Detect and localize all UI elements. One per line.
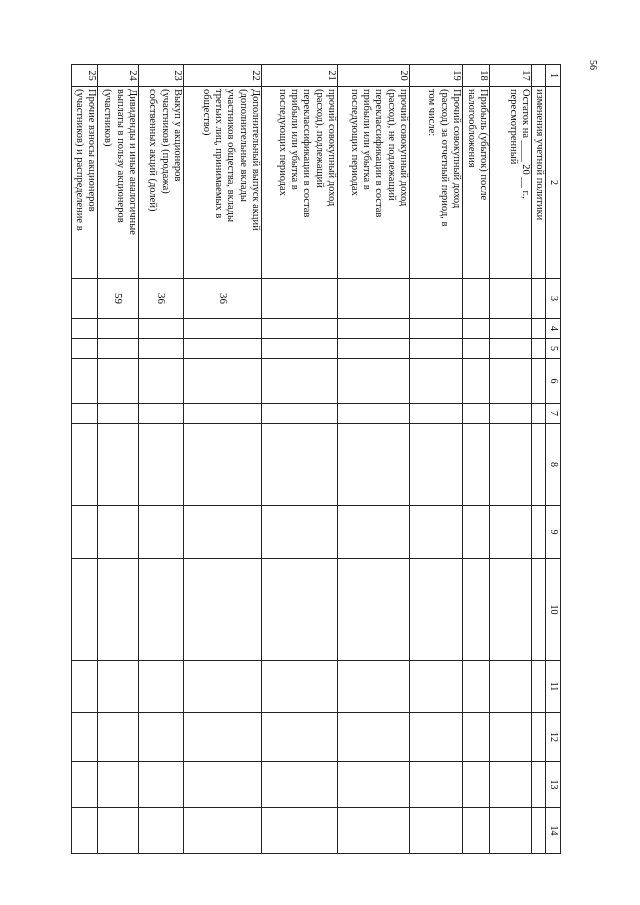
table-row — [463, 65, 490, 854]
empty-cell — [98, 359, 139, 404]
empty-cell — [338, 762, 410, 808]
empty-cell — [184, 661, 262, 713]
empty-cell — [72, 713, 98, 762]
row-label-line: Выкуп у акционеров — [172, 89, 183, 182]
row-number-cell: 17 — [490, 65, 532, 87]
column-header: 11 — [546, 661, 561, 713]
row-label-line: последующих периодах — [348, 89, 360, 196]
empty-cell — [98, 762, 139, 808]
empty-cell — [410, 339, 463, 359]
empty-cell — [139, 404, 184, 424]
empty-cell — [262, 713, 338, 762]
empty-cell — [184, 713, 262, 762]
empty-cell — [490, 319, 532, 339]
empty-cell — [490, 359, 532, 404]
empty-cell — [338, 339, 410, 359]
empty-cell — [410, 808, 463, 854]
empty-cell — [72, 359, 98, 404]
empty-cell — [184, 339, 262, 359]
empty-cell — [338, 404, 410, 424]
empty-cell — [463, 808, 490, 854]
note-ref-cell — [410, 279, 463, 319]
row-number-cell: 19 — [410, 65, 463, 87]
empty-cell — [338, 506, 410, 559]
row-number-cell: 24 — [98, 65, 139, 87]
empty-cell — [532, 808, 546, 854]
row-label-line: (расход) за отчетный период, в — [438, 89, 450, 227]
table-row — [532, 65, 546, 854]
empty-cell — [338, 424, 410, 506]
empty-cell — [463, 506, 490, 559]
empty-cell — [532, 506, 546, 559]
column-header: 8 — [546, 424, 561, 506]
empty-cell — [139, 559, 184, 661]
empty-cell — [410, 319, 463, 339]
empty-cell — [410, 359, 463, 404]
row-number-cell: 23 — [139, 65, 184, 87]
row-label-line: Прочие взносы акционеров — [86, 89, 97, 212]
empty-cell — [184, 762, 262, 808]
row-label-cell — [72, 87, 98, 279]
column-header: 6 — [546, 359, 561, 404]
empty-cell — [72, 762, 98, 808]
empty-cell — [184, 808, 262, 854]
empty-cell — [98, 339, 139, 359]
header-row — [546, 65, 561, 854]
row-number-cell: 22 — [184, 65, 262, 87]
empty-cell — [262, 808, 338, 854]
column-header: 10 — [546, 559, 561, 661]
row-label-line: переклассификации в состав — [301, 89, 313, 218]
row-label-line: прочий совокупный доход — [398, 89, 409, 207]
empty-cell — [262, 359, 338, 404]
empty-cell — [184, 404, 262, 424]
empty-cell — [532, 339, 546, 359]
row-label-line: Прибыль (убыток) после — [478, 89, 489, 201]
empty-cell — [98, 661, 139, 713]
empty-cell — [139, 661, 184, 713]
empty-cell — [463, 559, 490, 661]
row-label-line: (участников) (продажа) — [159, 89, 171, 194]
empty-cell — [262, 506, 338, 559]
empty-cell — [262, 661, 338, 713]
note-ref-cell — [262, 279, 338, 319]
empty-cell — [139, 359, 184, 404]
row-label-line: переклассификации в состав — [373, 89, 385, 218]
column-header: 12 — [546, 713, 561, 762]
row-label-line: прибыли или убытка в — [289, 89, 301, 190]
empty-cell — [532, 404, 546, 424]
row-label-line: выплаты в пользу акционеров — [114, 89, 126, 223]
table-row — [184, 65, 262, 854]
empty-cell — [72, 661, 98, 713]
empty-cell — [490, 713, 532, 762]
note-ref-cell — [72, 279, 98, 319]
empty-cell — [139, 762, 184, 808]
empty-cell — [98, 506, 139, 559]
row-label-line: Дополнительный выпуск акций — [250, 89, 261, 231]
empty-cell — [262, 339, 338, 359]
empty-cell — [463, 359, 490, 404]
empty-cell — [490, 559, 532, 661]
column-header: 3 — [546, 279, 561, 319]
empty-cell — [463, 661, 490, 713]
table-row — [98, 65, 139, 854]
empty-cell — [338, 713, 410, 762]
column-header: 9 — [546, 506, 561, 559]
row-label-line: Прочий совокупный доход — [451, 89, 462, 209]
empty-cell — [184, 559, 262, 661]
empty-cell — [532, 279, 546, 319]
table-row — [490, 65, 532, 854]
row-label-line: прибыли или убытка в — [361, 89, 373, 190]
empty-cell — [410, 506, 463, 559]
empty-cell — [463, 319, 490, 339]
empty-cell — [262, 762, 338, 808]
empty-cell — [72, 339, 98, 359]
empty-cell — [184, 424, 262, 506]
row-number-cell: 25 — [72, 65, 98, 87]
column-header: 7 — [546, 404, 561, 424]
empty-cell — [338, 808, 410, 854]
empty-cell — [72, 424, 98, 506]
empty-cell — [410, 559, 463, 661]
empty-cell — [490, 424, 532, 506]
row-label-cell — [262, 87, 338, 279]
column-header: 14 — [546, 808, 561, 854]
empty-cell — [184, 359, 262, 404]
empty-cell — [410, 713, 463, 762]
empty-cell — [532, 661, 546, 713]
empty-cell — [98, 424, 139, 506]
row-label-line: пересмотренный — [507, 89, 519, 165]
row-number-cell: 18 — [463, 65, 490, 87]
empty-cell — [338, 661, 410, 713]
empty-cell — [463, 424, 490, 506]
note-ref-cell: 36 — [139, 279, 184, 319]
rotated-page — [73, 64, 561, 853]
empty-cell — [490, 404, 532, 424]
row-label-cell — [184, 87, 262, 279]
row-label-line: налогообложения — [465, 89, 477, 168]
empty-cell — [72, 808, 98, 854]
empty-cell — [139, 339, 184, 359]
row-label-cell — [98, 87, 139, 279]
empty-cell — [490, 506, 532, 559]
row-label-line: собственных акций (долей) — [147, 89, 159, 212]
note-ref-cell: 59 — [98, 279, 139, 319]
table-row — [338, 65, 410, 854]
note-ref-cell — [463, 279, 490, 319]
empty-cell — [532, 424, 546, 506]
empty-cell — [338, 359, 410, 404]
row-label-line: Остаток на ____ 20 __ г., — [520, 89, 531, 199]
row-label-line: третьих лиц, принимаемых в — [213, 89, 225, 219]
empty-cell — [98, 404, 139, 424]
empty-cell — [139, 713, 184, 762]
empty-cell — [184, 319, 262, 339]
row-label-cell — [410, 87, 463, 279]
empty-cell — [262, 559, 338, 661]
row-label-line: (дополнительные вклады — [237, 89, 249, 202]
empty-cell — [72, 404, 98, 424]
empty-cell — [262, 404, 338, 424]
empty-cell — [490, 808, 532, 854]
table-row — [139, 65, 184, 854]
row-label-cell — [139, 87, 184, 279]
empty-cell — [338, 319, 410, 339]
empty-cell — [262, 424, 338, 506]
row-label-line: общество) — [200, 89, 212, 136]
empty-cell — [410, 424, 463, 506]
empty-cell — [139, 808, 184, 854]
row-label-cell — [338, 87, 410, 279]
row-label-line: (расход), подлежащий — [313, 89, 325, 188]
empty-cell — [139, 506, 184, 559]
row-label-line: (участников) и распределение в — [73, 89, 85, 231]
row-label-line: участников общества, вклады — [225, 89, 237, 223]
row-number-cell: 20 — [338, 65, 410, 87]
empty-cell — [262, 319, 338, 339]
row-label-line: (расход), не подлежащий — [385, 89, 397, 201]
row-label-cell — [463, 87, 490, 279]
empty-cell — [490, 661, 532, 713]
row-label-line: (участников) — [102, 89, 114, 147]
empty-cell — [72, 559, 98, 661]
empty-cell — [463, 404, 490, 424]
row-label-cell — [532, 87, 546, 279]
page-number: 56 — [587, 60, 598, 70]
empty-cell — [72, 506, 98, 559]
empty-cell — [98, 559, 139, 661]
empty-cell — [463, 339, 490, 359]
empty-cell — [410, 404, 463, 424]
table-row — [72, 65, 98, 854]
column-header: 2 — [546, 87, 561, 279]
row-label-line: Дивиденды и иные аналогичные — [127, 89, 138, 235]
empty-cell — [463, 762, 490, 808]
row-label-line: последующих периодах — [276, 89, 288, 196]
empty-cell — [490, 339, 532, 359]
empty-cell — [532, 762, 546, 808]
empty-cell — [98, 808, 139, 854]
row-label-line: изменения учетной политики — [534, 89, 545, 221]
empty-cell — [463, 713, 490, 762]
empty-cell — [532, 359, 546, 404]
empty-cell — [338, 559, 410, 661]
empty-cell — [98, 713, 139, 762]
column-header: 1 — [546, 65, 561, 87]
table-row — [262, 65, 338, 854]
column-header: 13 — [546, 762, 561, 808]
row-number-cell: 21 — [262, 65, 338, 87]
empty-cell — [532, 713, 546, 762]
row-label-line: прочий совокупный доход — [326, 89, 337, 207]
row-label-cell — [490, 87, 532, 279]
column-header: 5 — [546, 339, 561, 359]
empty-cell — [410, 762, 463, 808]
empty-cell — [532, 319, 546, 339]
empty-cell — [490, 762, 532, 808]
empty-cell — [532, 559, 546, 661]
table-row — [410, 65, 463, 854]
row-label-line: том числе: — [426, 89, 438, 137]
equity-changes-table — [71, 64, 561, 854]
note-ref-cell — [490, 279, 532, 319]
empty-cell — [139, 424, 184, 506]
row-number-cell — [532, 65, 546, 87]
empty-cell — [72, 319, 98, 339]
empty-cell — [410, 661, 463, 713]
empty-cell — [184, 506, 262, 559]
empty-cell — [98, 319, 139, 339]
column-header: 4 — [546, 319, 561, 339]
note-ref-cell: 36 — [184, 279, 262, 319]
empty-cell — [139, 319, 184, 339]
note-ref-cell — [338, 279, 410, 319]
